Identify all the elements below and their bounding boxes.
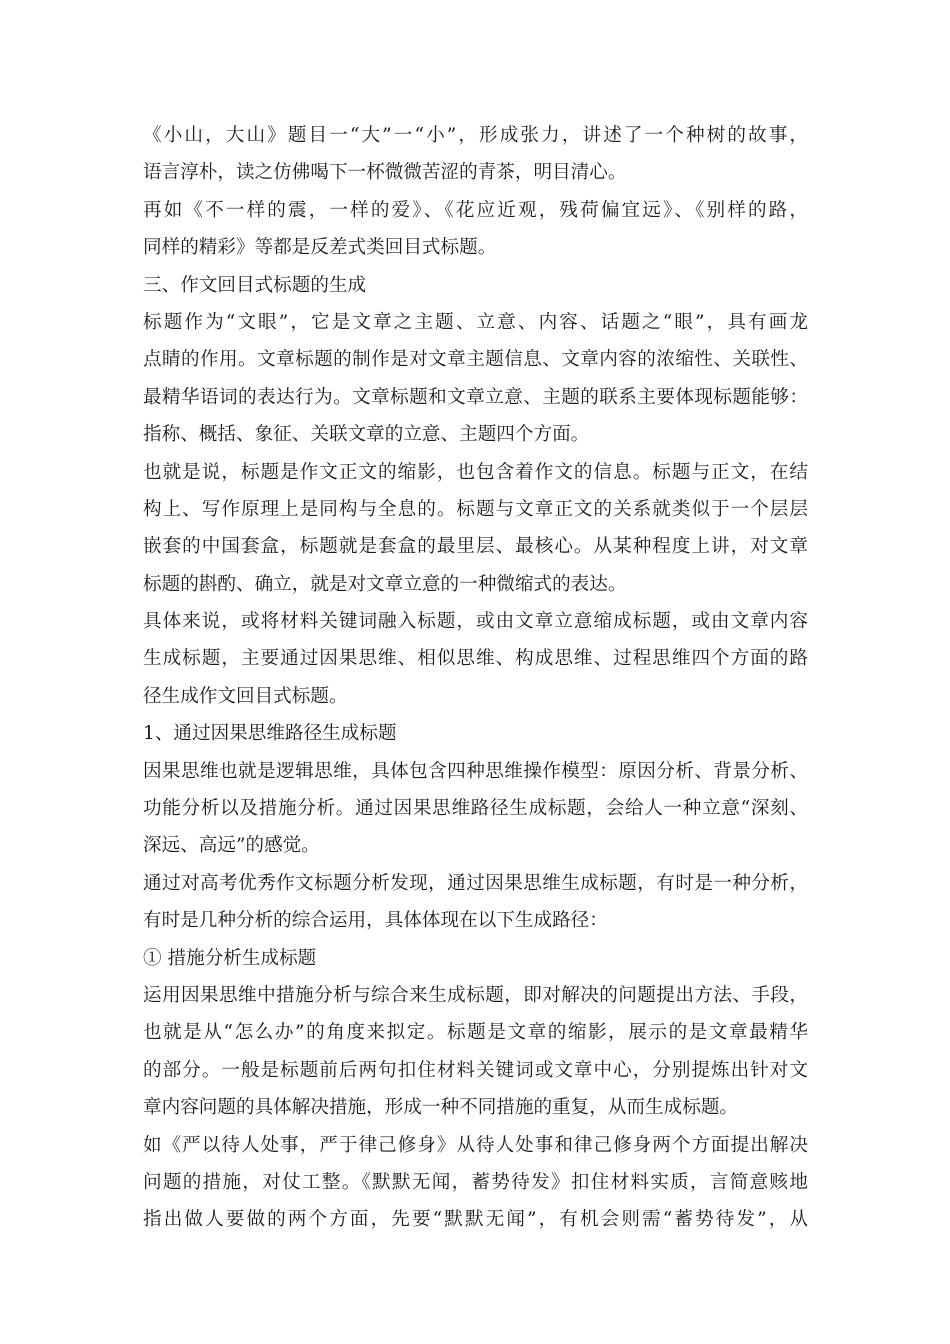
text-line: 标题作为“文眼”，它是文章之主题、立意、内容、话题之“眼”，具有画龙 [143,311,808,333]
text-line: 运用因果思维中措施分析与综合来生成标题，即对解决的问题提出方法、手段， [143,984,808,1006]
text-line: 也就是说，标题是作文正文的缩影，也包含着作文的信息。标题与正文，在结 [143,461,808,483]
text-line: 深远、高远”的感觉。 [143,835,320,857]
text-line: 嵌套的中国套盒，标题就是套盒的最里层、最核心。从某种程度上讲，对文章 [143,536,808,558]
text-line: 点睛的作用。文章标题的制作是对文章主题信息、文章内容的浓缩性、关联性、 [143,349,808,371]
text-line: 标题的斟酌、确立，就是对文章立意的一种微缩式的表达。 [143,573,627,595]
text-line: 如《严以待人处事，严于律己修身》从待人处事和律己修身两个方面提出解决 [143,1134,808,1156]
text-line: 通过对高考优秀作文标题分析发现，通过因果思维生成标题，有时是一种分析， [143,872,808,894]
text-line: 生成标题，主要通过因果思维、相似思维、构成思维、过程思维四个方面的路 [143,648,808,670]
text-line: 最精华语词的表达行为。文章标题和文章立意、主题的联系主要体现标题能够： [143,386,808,408]
text-line: 具体来说，或将材料关键词融入标题，或由文章立意缩成标题，或由文章内容 [143,611,808,633]
text-line: 的部分。一般是标题前后两句扣住材料关键词或文章中心，分别提炼出针对文 [143,1059,808,1081]
text-line: 问题的措施，对仗工整。《默默无闻，蓄势待发》扣住材料实质，言简意赅地 [143,1171,808,1193]
text-line: 同样的精彩》等都是反差式类回目式标题。 [143,237,497,259]
text-line: ① 措施分析生成标题 [143,947,317,969]
text-line: 章内容问题的具体解决措施，形成一种不同措施的重复，从而生成标题。 [143,1097,739,1119]
text-line: 三、作文回目式标题的生成 [143,274,367,296]
text-line: 径生成作文回目式标题。 [143,685,348,707]
text-line: 《小山，大山》题目一“大”一“小”，形成张力，讲述了一个种树的故事， [143,125,808,146]
text-line: 指出做人要做的两个方面，先要“默默无闻”，有机会则需“蓄势待发”，从 [143,1209,808,1231]
text-line: 功能分析以及措施分析。通过因果思维路径生成标题，会给人一种立意“深刻、 [143,798,808,820]
text-line: 有时是几种分析的综合运用，具体体现在以下生成路径： [143,910,608,932]
text-line: 再如《不一样的震，一样的爱》、《花应近观，残荷偏宜远》、《别样的路， [143,199,808,221]
text-line: 因果思维也就是逻辑思维，具体包含四种思维操作模型：原因分析、背景分析、 [143,760,808,782]
text-line: 构上、写作原理上是同构与全息的。标题与文章正文的关系就类似于一个层层 [143,498,808,520]
text-line: 也就是从“怎么办”的角度来拟定。标题是文章的缩影，展示的是文章最精华 [143,1022,808,1044]
text-line: 语言淳朴，读之仿佛喝下一杯微微苦涩的青茶，明目清心。 [143,162,627,184]
text-line: 1、通过因果思维路径生成标题 [143,723,397,745]
document-page [143,117,808,1239]
text-line: 指称、概括、象征、关联文章的立意、主题四个方面。 [143,424,590,446]
